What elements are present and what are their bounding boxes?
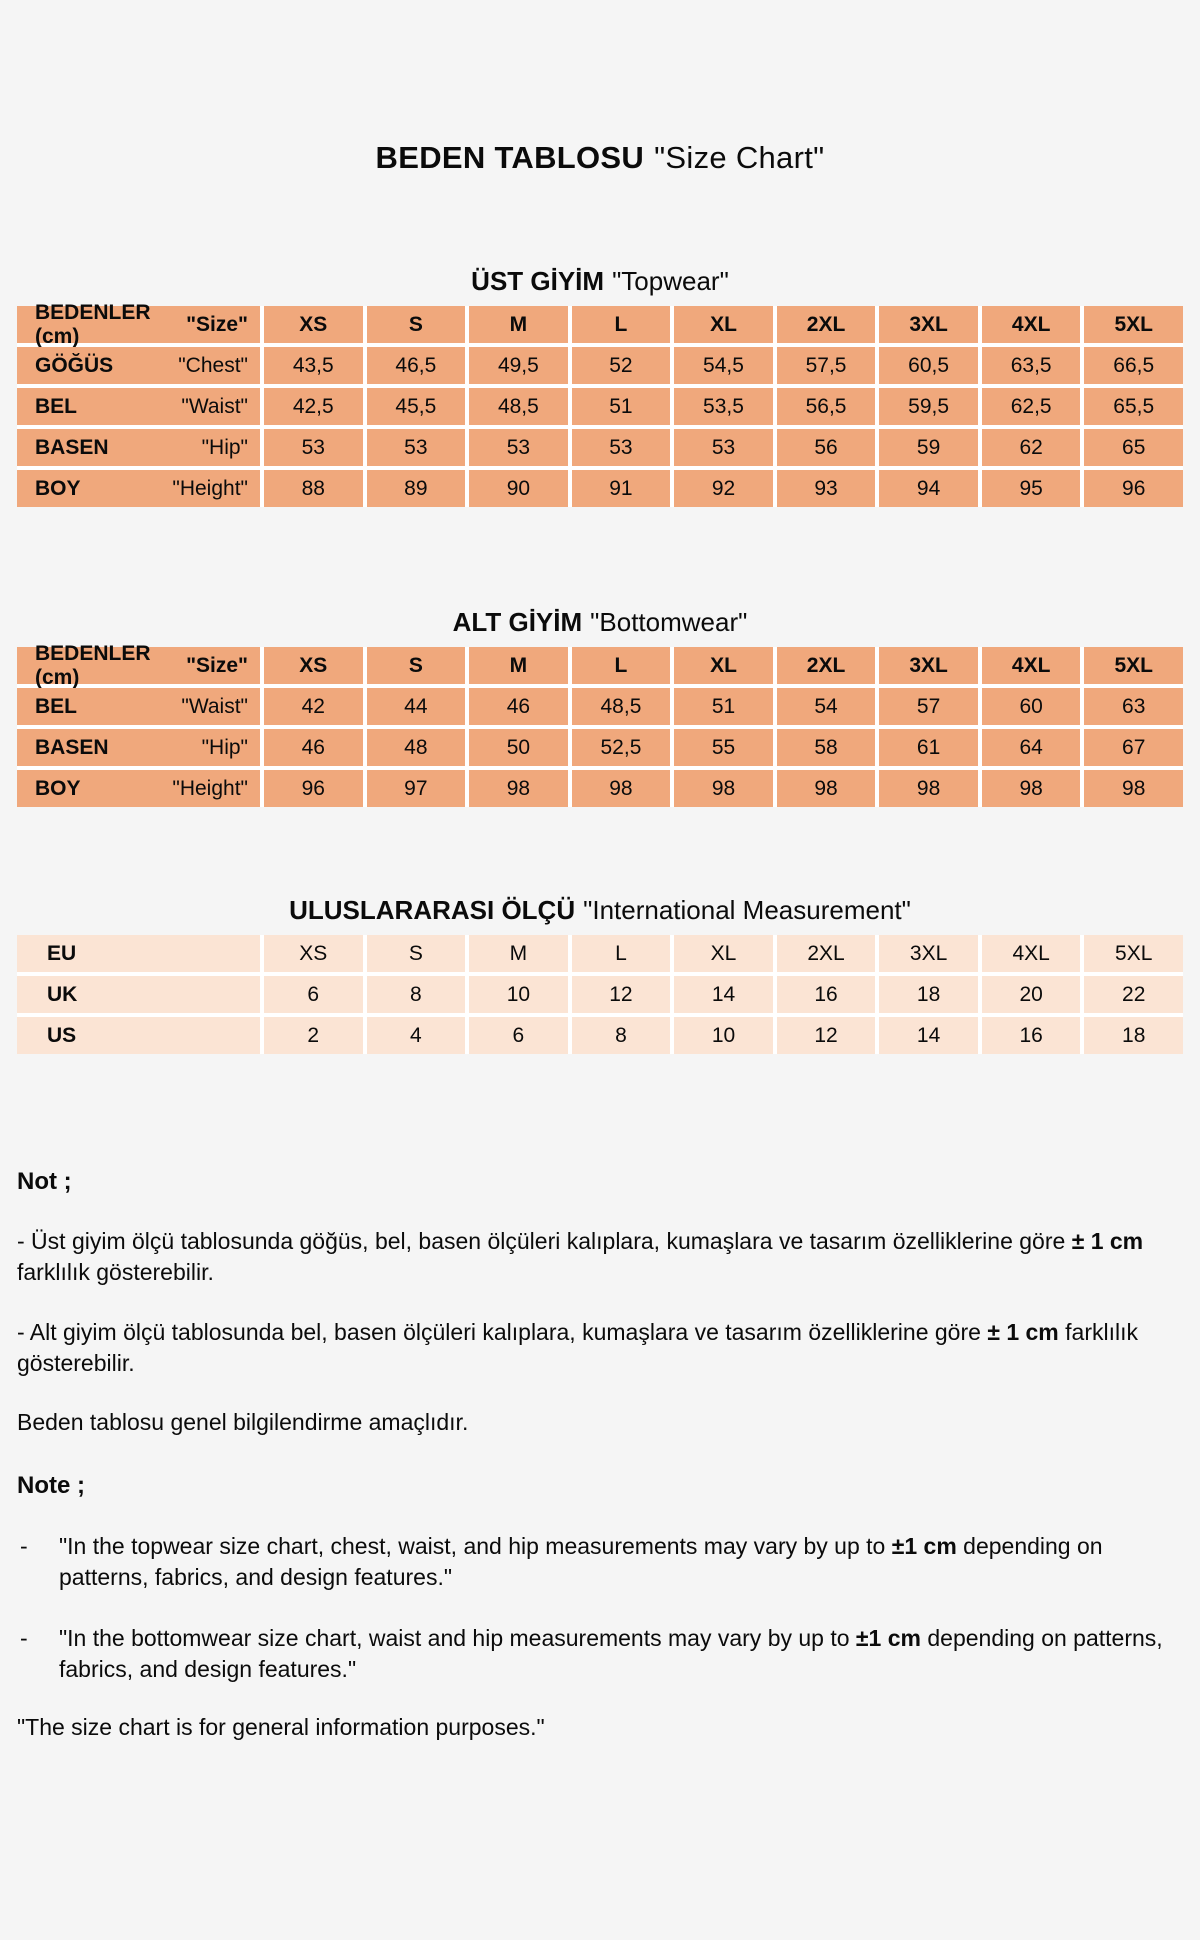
row-label-cell xyxy=(17,641,260,689)
value-cell: 98 xyxy=(572,770,671,807)
value-cell: 42,5 xyxy=(264,388,363,425)
size-header-cell: 5XL xyxy=(1084,306,1183,343)
size-header-cell: M xyxy=(469,306,568,343)
value-cell: 98 xyxy=(674,770,773,807)
value-cell: 14 xyxy=(879,1017,978,1054)
value-cell: 62,5 xyxy=(982,388,1081,425)
table-row xyxy=(17,688,1183,725)
row-label-en: "Size" xyxy=(186,312,248,336)
table-international xyxy=(17,935,1183,1054)
value-cell: 53 xyxy=(264,429,363,466)
note-emphasis: ±1 cm xyxy=(891,1533,957,1559)
value-cell: 89 xyxy=(367,470,466,507)
value-cell: 63,5 xyxy=(982,347,1081,384)
row-label-en: "Waist" xyxy=(181,394,248,418)
value-cell: 53 xyxy=(572,429,671,466)
note-text: farklılık gösterebilir. xyxy=(17,1259,214,1285)
value-cell: 54 xyxy=(777,688,876,725)
value-cell: XS xyxy=(264,935,363,972)
note-emphasis: ± 1 cm xyxy=(987,1319,1059,1345)
value-cell: 53 xyxy=(367,429,466,466)
size-header-cell: 2XL xyxy=(777,306,876,343)
value-cell: 22 xyxy=(1084,976,1183,1013)
size-header-cell: S xyxy=(367,306,466,343)
table-row xyxy=(17,1017,1183,1054)
note-footer-tr: Beden tablosu genel bilgilendirme amaçlıdır. xyxy=(17,1409,469,1435)
note-item-en-bottomwear-text xyxy=(59,1623,1197,1685)
value-cell: 56,5 xyxy=(777,388,876,425)
value-cell: 2XL xyxy=(777,935,876,972)
row-label-cell xyxy=(17,300,260,348)
section-title-topwear xyxy=(0,266,1200,297)
size-header-cell: 2XL xyxy=(777,647,876,684)
page-title-sub: "Size Chart" xyxy=(654,140,825,175)
row-label-tr: EU xyxy=(47,941,77,965)
value-cell: 55 xyxy=(674,729,773,766)
value-cell: 43,5 xyxy=(264,347,363,384)
value-cell: 6 xyxy=(469,1017,568,1054)
table-row xyxy=(17,641,1183,689)
row-label-tr: BOY xyxy=(35,776,81,800)
row-label-cell xyxy=(17,1017,260,1054)
value-cell: 14 xyxy=(674,976,773,1013)
bullet-dash: - xyxy=(20,1625,28,1651)
value-cell: 53,5 xyxy=(674,388,773,425)
value-cell: 52 xyxy=(572,347,671,384)
row-label-en: "Hip" xyxy=(201,735,248,759)
value-cell: 10 xyxy=(674,1017,773,1054)
value-cell: 57 xyxy=(879,688,978,725)
row-label-cell xyxy=(17,347,260,384)
row-label-tr: BEDENLER (cm) xyxy=(35,300,151,348)
value-cell: 96 xyxy=(1084,470,1183,507)
size-header-cell: XS xyxy=(264,306,363,343)
value-cell: 4XL xyxy=(982,935,1081,972)
value-cell: 5XL xyxy=(1084,935,1183,972)
value-cell: 8 xyxy=(367,976,466,1013)
note-item-tr-topwear xyxy=(17,1226,1197,1288)
size-header-cell: 4XL xyxy=(982,306,1081,343)
row-label-en: "Height" xyxy=(172,776,248,800)
value-cell: 52,5 xyxy=(572,729,671,766)
value-cell: 65 xyxy=(1084,429,1183,466)
note-item-en-bottomwear xyxy=(17,1623,1197,1685)
value-cell: 16 xyxy=(982,1017,1081,1054)
value-cell: 94 xyxy=(879,470,978,507)
note-text: - Üst giyim ölçü tablosunda göğüs, bel, basen ölçüleri kalıplara, kumaşlara ve tasarım özelliklerine göre xyxy=(17,1228,1072,1254)
row-label-cell xyxy=(17,688,260,725)
table-row xyxy=(17,770,1183,807)
value-cell: 54,5 xyxy=(674,347,773,384)
value-cell: 53 xyxy=(674,429,773,466)
size-header-cell: XS xyxy=(264,647,363,684)
value-cell: 62 xyxy=(982,429,1081,466)
value-cell: 60,5 xyxy=(879,347,978,384)
value-cell: 6 xyxy=(264,976,363,1013)
row-label-cell xyxy=(17,470,260,507)
value-cell: 98 xyxy=(1084,770,1183,807)
size-header-cell: 5XL xyxy=(1084,647,1183,684)
section-title-topwear-en: "Topwear" xyxy=(612,266,729,296)
value-cell: L xyxy=(572,935,671,972)
row-label-tr: GÖĞÜS xyxy=(35,353,114,377)
row-label-cell xyxy=(17,976,260,1013)
value-cell: 67 xyxy=(1084,729,1183,766)
value-cell: 63 xyxy=(1084,688,1183,725)
value-cell: S xyxy=(367,935,466,972)
note-heading-tr: Not ; xyxy=(17,1168,72,1195)
row-label-tr: BASEN xyxy=(35,735,109,759)
value-cell: 16 xyxy=(777,976,876,1013)
row-label-cell xyxy=(17,388,260,425)
table-topwear xyxy=(17,300,1183,507)
notes-section xyxy=(17,1166,1197,1743)
size-header-cell: XL xyxy=(674,306,773,343)
section-title-topwear-tr: ÜST GİYİM xyxy=(471,266,605,296)
value-cell: 12 xyxy=(777,1017,876,1054)
value-cell: 98 xyxy=(879,770,978,807)
table-row xyxy=(17,729,1183,766)
value-cell: 93 xyxy=(777,470,876,507)
value-cell: 48 xyxy=(367,729,466,766)
row-label-en: "Chest" xyxy=(178,353,248,377)
size-header-cell: XL xyxy=(674,647,773,684)
page-title xyxy=(0,140,1200,176)
value-cell: 3XL xyxy=(879,935,978,972)
note-item-en-topwear xyxy=(17,1531,1197,1593)
value-cell: 57,5 xyxy=(777,347,876,384)
size-header-cell: M xyxy=(469,647,568,684)
row-label-tr: BEL xyxy=(35,694,77,718)
row-label-tr: UK xyxy=(47,982,78,1006)
note-text: farklılık gösterebilir. xyxy=(17,1319,1138,1376)
value-cell: 64 xyxy=(982,729,1081,766)
value-cell: 59 xyxy=(879,429,978,466)
row-label-tr: BEL xyxy=(35,394,77,418)
value-cell: 20 xyxy=(982,976,1081,1013)
value-cell: 92 xyxy=(674,470,773,507)
value-cell: 58 xyxy=(777,729,876,766)
size-header-cell: 4XL xyxy=(982,647,1081,684)
table-bottomwear xyxy=(17,641,1183,807)
row-label-tr: BEDENLER (cm) xyxy=(35,641,151,689)
row-label-en: "Hip" xyxy=(201,435,248,459)
row-label-en: "Waist" xyxy=(181,694,248,718)
table-row xyxy=(17,976,1183,1013)
row-label-cell xyxy=(17,935,260,972)
value-cell: 18 xyxy=(879,976,978,1013)
note-emphasis: ±1 cm xyxy=(855,1625,921,1651)
value-cell: 98 xyxy=(469,770,568,807)
value-cell: 46 xyxy=(264,729,363,766)
value-cell: 61 xyxy=(879,729,978,766)
value-cell: M xyxy=(469,935,568,972)
value-cell: 59,5 xyxy=(879,388,978,425)
value-cell: 88 xyxy=(264,470,363,507)
note-text: "In the bottomwear size chart, waist and hip measurements may vary by up to xyxy=(59,1625,856,1651)
section-title-international-en: "International Measurement" xyxy=(583,895,911,925)
value-cell: XL xyxy=(674,935,773,972)
value-cell: 45,5 xyxy=(367,388,466,425)
value-cell: 65,5 xyxy=(1084,388,1183,425)
value-cell: 51 xyxy=(674,688,773,725)
value-cell: 56 xyxy=(777,429,876,466)
row-label-tr: BASEN xyxy=(35,435,109,459)
value-cell: 4 xyxy=(367,1017,466,1054)
value-cell: 90 xyxy=(469,470,568,507)
table-row xyxy=(17,935,1183,972)
note-emphasis: ± 1 cm xyxy=(1071,1228,1144,1254)
size-header-cell: S xyxy=(367,647,466,684)
table-row xyxy=(17,300,1183,348)
note-heading-en: Note ; xyxy=(17,1472,85,1499)
section-title-bottomwear xyxy=(0,607,1200,638)
table-row xyxy=(17,388,1183,425)
row-label-cell xyxy=(17,729,260,766)
row-label-tr: US xyxy=(47,1023,77,1047)
value-cell: 46 xyxy=(469,688,568,725)
note-text: - Alt giyim ölçü tablosunda bel, basen ölçüleri kalıplara, kumaşlara ve tasarım özelliklerine göre xyxy=(17,1319,988,1345)
note-footer-en: "The size chart is for general information purposes." xyxy=(17,1714,545,1740)
row-label-en: "Size" xyxy=(186,653,248,677)
value-cell: 48,5 xyxy=(469,388,568,425)
value-cell: 10 xyxy=(469,976,568,1013)
section-title-international xyxy=(0,895,1200,926)
value-cell: 8 xyxy=(572,1017,671,1054)
value-cell: 50 xyxy=(469,729,568,766)
note-item-en-topwear-text xyxy=(59,1531,1197,1593)
note-text: "In the topwear size chart, chest, waist, and hip measurements may vary by up to xyxy=(59,1533,892,1559)
size-header-cell: L xyxy=(572,647,671,684)
value-cell: 18 xyxy=(1084,1017,1183,1054)
value-cell: 53 xyxy=(469,429,568,466)
value-cell: 98 xyxy=(982,770,1081,807)
value-cell: 2 xyxy=(264,1017,363,1054)
section-title-international-tr: ULUSLARARASI ÖLÇÜ xyxy=(289,895,576,925)
table-row xyxy=(17,347,1183,384)
value-cell: 44 xyxy=(367,688,466,725)
page-title-main: BEDEN TABLOSU xyxy=(375,140,645,175)
value-cell: 46,5 xyxy=(367,347,466,384)
size-header-cell: L xyxy=(572,306,671,343)
value-cell: 42 xyxy=(264,688,363,725)
row-label-cell xyxy=(17,429,260,466)
table-row xyxy=(17,429,1183,466)
note-text: depending on patterns, fabrics, and design features." xyxy=(59,1625,1163,1682)
value-cell: 95 xyxy=(982,470,1081,507)
section-title-bottomwear-tr: ALT GİYİM xyxy=(452,607,583,637)
value-cell: 12 xyxy=(572,976,671,1013)
row-label-tr: BOY xyxy=(35,476,81,500)
value-cell: 91 xyxy=(572,470,671,507)
note-text: depending on patterns, fabrics, and design features." xyxy=(59,1533,1103,1590)
value-cell: 66,5 xyxy=(1084,347,1183,384)
value-cell: 98 xyxy=(777,770,876,807)
table-row xyxy=(17,470,1183,507)
bullet-dash: - xyxy=(20,1533,28,1559)
row-label-en: "Height" xyxy=(172,476,248,500)
size-header-cell: 3XL xyxy=(879,306,978,343)
note-item-tr-bottomwear xyxy=(17,1317,1197,1379)
value-cell: 51 xyxy=(572,388,671,425)
row-label-cell xyxy=(17,770,260,807)
size-header-cell: 3XL xyxy=(879,647,978,684)
value-cell: 97 xyxy=(367,770,466,807)
value-cell: 48,5 xyxy=(572,688,671,725)
value-cell: 96 xyxy=(264,770,363,807)
value-cell: 49,5 xyxy=(469,347,568,384)
section-title-bottomwear-en: "Bottomwear" xyxy=(590,607,748,637)
value-cell: 60 xyxy=(982,688,1081,725)
